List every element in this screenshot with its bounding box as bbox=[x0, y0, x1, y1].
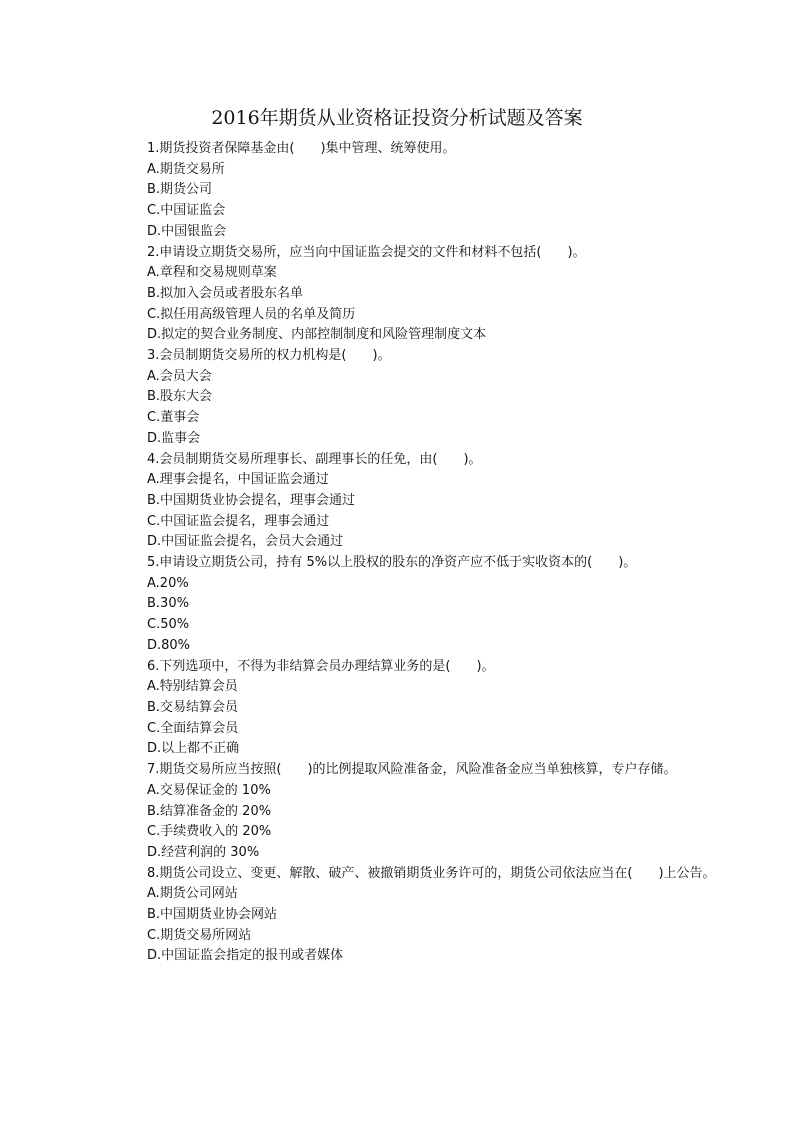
answer-option: D.80% bbox=[147, 637, 191, 653]
answer-option: B.期货公司 bbox=[147, 182, 213, 198]
question-text: 2.申请设立期货交易所，应当向中国证监会提交的文件和材料不包括( )。 bbox=[147, 244, 586, 260]
question-text: 5.申请设立期货公司，持有 5%以上股权的股东的净资产应不低于实收资本的( )。 bbox=[147, 555, 637, 571]
question-text: 1.期货投资者保障基金由( )集中管理、统筹使用。 bbox=[147, 141, 456, 156]
answer-option: D.中国银监会 bbox=[147, 223, 227, 239]
answer-option: D.以上都不正确 bbox=[147, 741, 240, 757]
answer-option: B.交易结算会员 bbox=[147, 699, 239, 715]
answer-option: D.拟定的契合业务制度、内部控制制度和风险管理制度文本 bbox=[147, 327, 487, 343]
answer-option: B.拟加入会员或者股东名单 bbox=[147, 285, 304, 301]
answer-option: A.20% bbox=[147, 575, 189, 591]
answer-option: D.经营利润的 30% bbox=[147, 844, 260, 860]
answer-option: B.30% bbox=[147, 596, 189, 612]
answer-option: C.中国证监会提名，理事会通过 bbox=[147, 513, 330, 529]
answer-option: A.理事会提名，中国证监会通过 bbox=[147, 472, 329, 488]
answer-option: C.全面结算会员 bbox=[147, 720, 239, 736]
question-text: 8.期货公司设立、变更、解散、破产、被撤销期货业务许可的，期货公司依法应当在( )上公告。 bbox=[147, 865, 716, 881]
question-text: 4.会员制期货交易所理事长、副理事长的任免，由( )。 bbox=[147, 451, 482, 467]
answer-option: D.监事会 bbox=[147, 430, 201, 446]
answer-option: C.50% bbox=[147, 617, 190, 633]
answer-option: D.中国证监会指定的报刊或者媒体 bbox=[147, 948, 344, 964]
answer-option: C.期货交易所网站 bbox=[147, 927, 252, 943]
document-body bbox=[112, 139, 722, 967]
answer-option: C.手续费收入的 20% bbox=[147, 824, 272, 840]
answer-option: C.中国证监会 bbox=[147, 203, 226, 219]
answer-option: B.中国期货业协会提名，理事会通过 bbox=[147, 492, 356, 508]
document-title: 2016年期货从业资格证投资分析试题及答案 bbox=[211, 107, 583, 129]
answer-option: D.中国证监会提名，会员大会通过 bbox=[147, 534, 344, 550]
question-text: 7.期货交易所应当按照( )的比例提取风险准备金，风险准备金应当单独核算，专户存储。 bbox=[147, 762, 677, 778]
answer-option: B.结算准备金的 20% bbox=[147, 803, 272, 819]
answer-option: C.董事会 bbox=[147, 410, 200, 426]
answer-option: B.股东大会 bbox=[147, 389, 213, 405]
answer-option: A.期货交易所 bbox=[147, 161, 225, 177]
answer-option: A.交易保证金的 10% bbox=[147, 782, 271, 798]
answer-option: A.章程和交易规则草案 bbox=[147, 265, 277, 281]
question-text: 6.下列选项中，不得为非结算会员办理结算业务的是( )。 bbox=[147, 658, 495, 674]
answer-option: A.特别结算会员 bbox=[147, 679, 238, 695]
question-text: 3.会员制期货交易所的权力机构是( )。 bbox=[147, 348, 391, 364]
answer-option: A.期货公司网站 bbox=[147, 886, 238, 902]
answer-option: C.拟任用高级管理人员的名单及简历 bbox=[147, 306, 356, 322]
answer-option: B.中国期货业协会网站 bbox=[147, 907, 278, 923]
answer-option: A.会员大会 bbox=[147, 368, 212, 384]
